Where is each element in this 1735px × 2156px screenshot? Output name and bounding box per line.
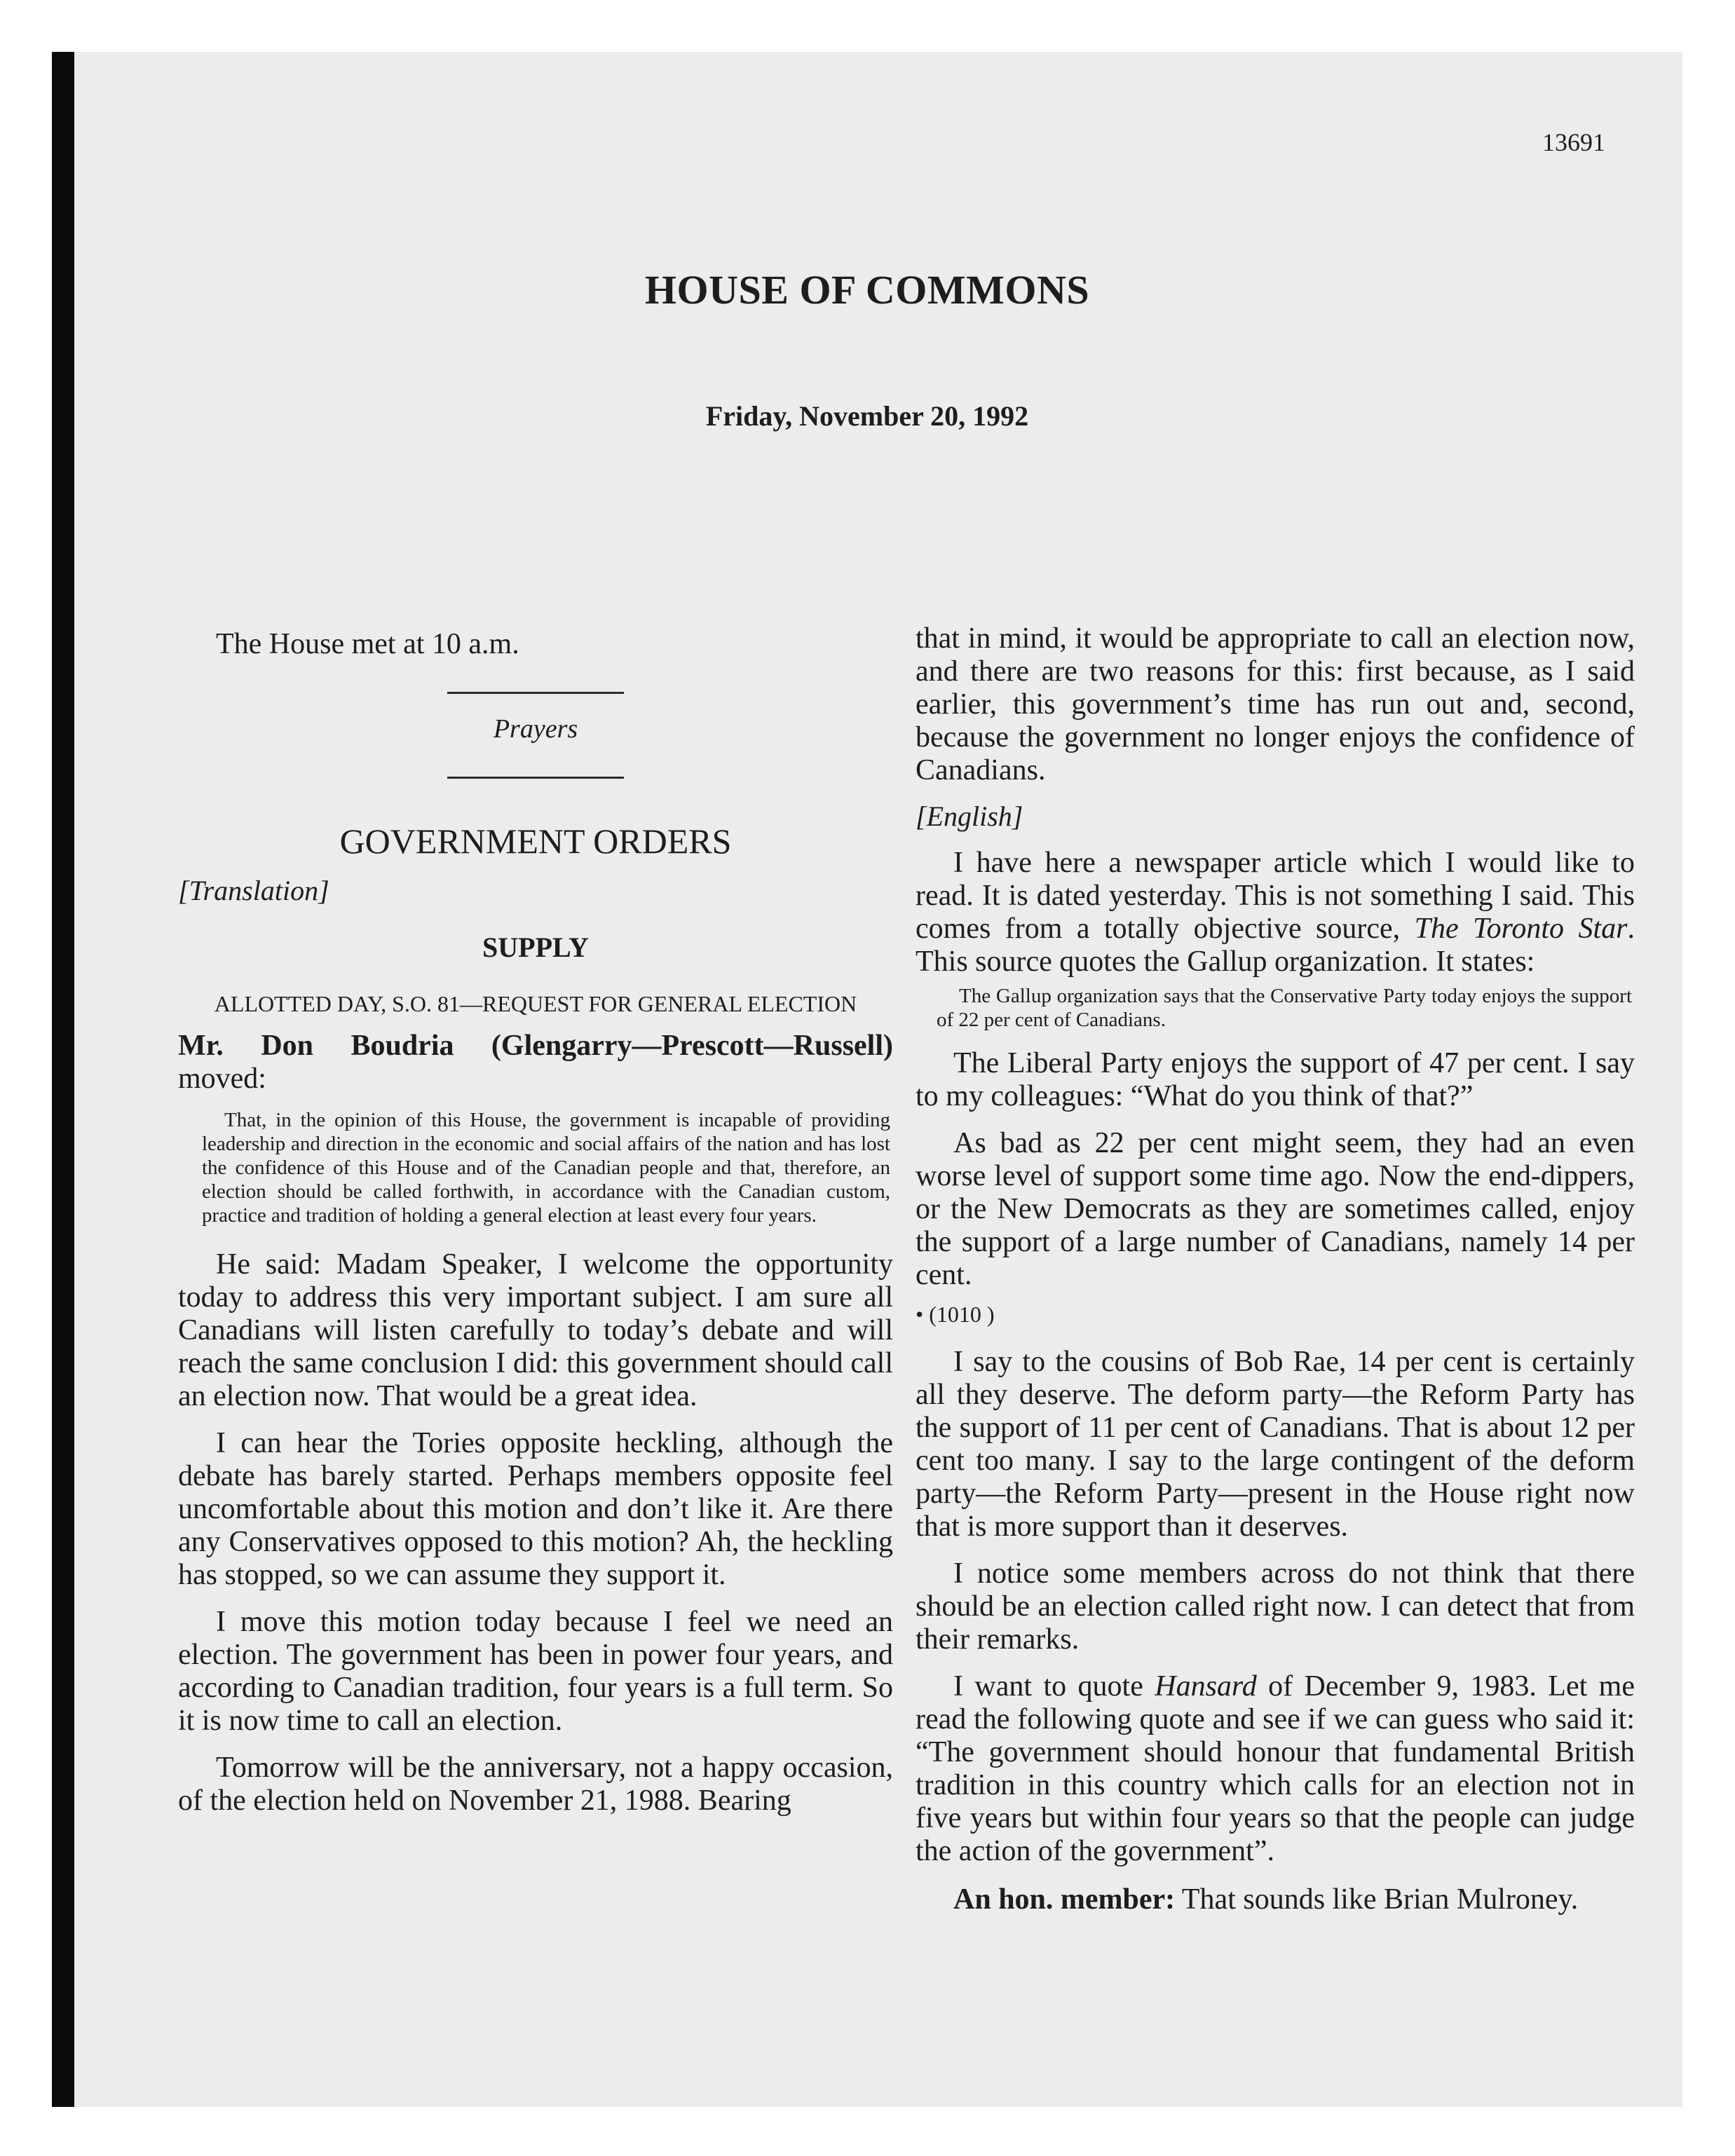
mover-name: Mr. Don Boudria (Glengarry—Prescott—Russell) [178,1030,893,1062]
paragraph: I notice some members across do not think that there should be an election called right now. I can detect that from their remarks. [916,1557,1635,1656]
paragraph: I move this motion today because I feel we need an election. The government has been in power four years, and according to Canadian tradition, four years is a full term. So it is now time to call an election. [178,1606,893,1737]
page-number: 13691 [1542,128,1605,156]
hansard-text: I want to quote [953,1670,1155,1703]
remark-speaker: An hon. member: [953,1883,1176,1916]
continuation-paragraph: that in mind, it would be appropriate to call an election now, and there are two reasons for this: first because, as I said earlier, this government’s time has run out and, second, because the government no longer enjoys the confidence of Canadians. [916,622,1635,786]
opening-line: The House met at 10 a.m. [216,628,519,660]
paragraph: I say to the cousins of Bob Rae, 14 per cent is certainly all they deserve. The deform party—the Reform Party has the support of 11 per cent of Canadians. That is about 12 per cent too many. I say to the large contingent of the deform party—the Reform Party—present in the House right now that is more support than it deserves. [916,1346,1635,1543]
binding-edge [52,52,74,2107]
section-heading: GOVERNMENT ORDERS [339,821,732,861]
divider-rule [447,777,624,779]
allotted-day-heading: ALLOTTED DAY, S.O. 81—REQUEST FOR GENERAL ELECTION [214,991,857,1016]
english-note: [English] [916,800,1023,832]
hansard-title: Hansard [1155,1670,1257,1703]
paragraph: I can hear the Tories opposite heckling, although the debate has barely started. Perhaps members opposite feel uncomfortable about this motion and don’t like it. Are there any Conservatives opposed to this motion? Ah, the heckling has stopped, so we can assume they support it. [178,1427,893,1591]
gallup-quote-body: The Gallup organization says that the Conservative Party today enjoys the support of 22 per cent of Canadians. [937,985,1632,1031]
mover-verb: moved: [178,1063,266,1095]
mover-line [178,1030,893,1096]
prayers-heading: Prayers [493,714,578,744]
paragraph: As bad as 22 per cent might seem, they had an even worse level of support some time ago. Now the end-dippers, or the New Democrats as they are sometimes called, enjoy the support of a large number of Canadians, namely 14 per cent. [916,1127,1635,1291]
motion-text [178,1108,893,1227]
newspaper-text-end: . This source quotes the Gallup organization. It states: [916,913,1635,978]
supply-heading: SUPPLY [482,932,589,963]
page-title: HOUSE OF COMMONS [644,267,1090,313]
newspaper-paragraph [916,847,1635,978]
divider-rule [447,692,624,694]
translation-note: [Translation] [178,875,329,906]
paragraph: He said: Madam Speaker, I welcome the opportunity today to address this very important subject. I am sure all Canadians will listen carefully to today’s debate and will reach the same conclusion I did: this government should call an election now. That would be a great idea. [178,1248,893,1412]
member-remark [916,1883,1635,1916]
hansard-paragraph [916,1670,1635,1868]
newspaper-text: I have here a newspaper article which I would like to read. It is dated yesterday. This is not something I said. This comes from a totally objective source, [916,847,1635,945]
left-column [178,564,893,1817]
newspaper-source: The Toronto Star [1414,913,1628,945]
scanned-page [52,52,1682,2107]
hansard-text-end: of December 9, 1983. Let me read the following quote and see if we can guess who said it: “The government should honour that fundamental British tradition in this country which calls for an election not in five years but within four years so that the people can judge the action of the government”. [916,1670,1635,1867]
remark-text: That sounds like Brian Mulroney. [1181,1883,1579,1916]
gallup-quote [916,984,1635,1032]
paragraph: Tomorrow will be the anniversary, not a happy occasion, of the election held on November 21, 1988. Bearing [178,1752,893,1817]
sitting-date: Friday, November 20, 1992 [705,400,1029,432]
right-column [916,564,1635,1916]
motion-text-body: That, in the opinion of this House, the government is incapable of providing leadership and direction in the economic and social affairs of the nation and has lost the confidence of this House and of the Canadian people and that, therefore, an election should be called forthwith, in accordance with the Canadian custom, practice and tradition of holding a general election at least every four years. [202,1109,890,1227]
time-marker: • (1010 ) [916,1302,995,1327]
paragraph: The Liberal Party enjoys the support of 47 per cent. I say to my colleagues: “What do you think of that?” [916,1047,1635,1112]
